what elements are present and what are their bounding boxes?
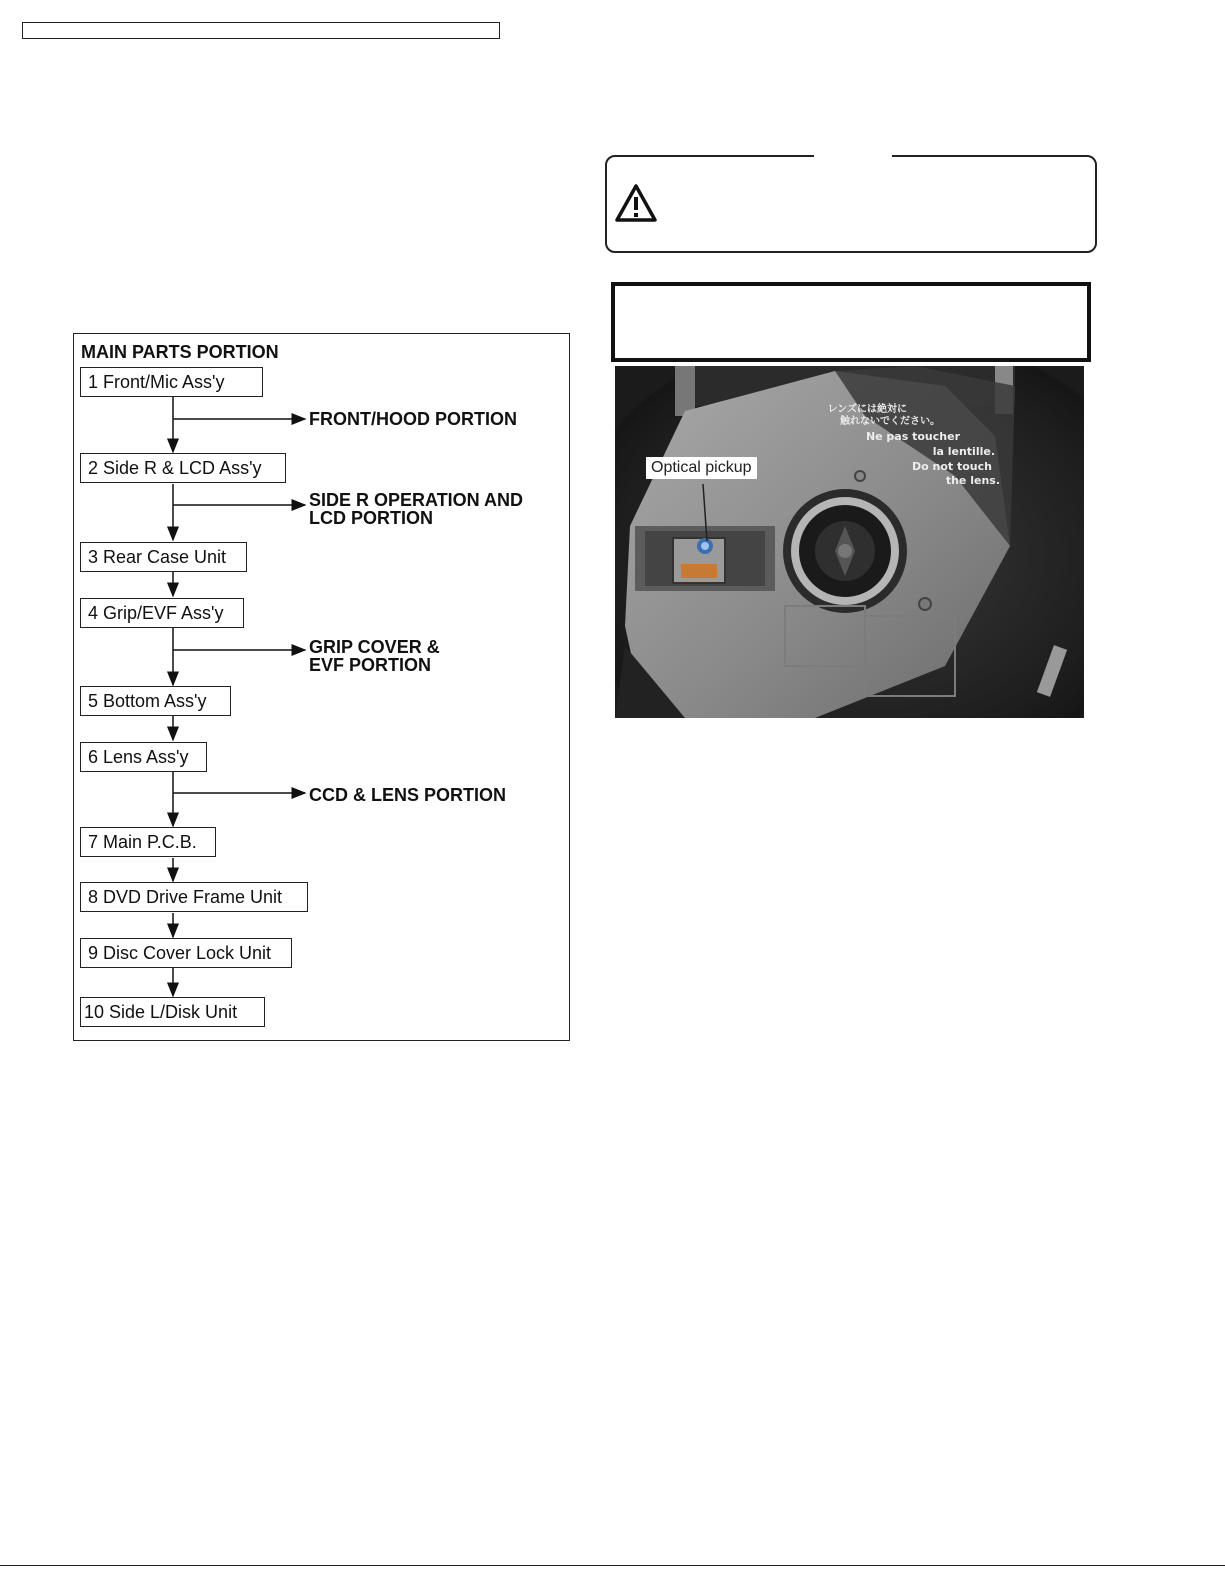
- lens-warning-en1: Do not touch: [912, 460, 992, 473]
- lens-warning-jp2: 触れないでください。: [840, 416, 940, 427]
- lens-warning-fr2: la lentille.: [932, 445, 995, 458]
- portion-side-r-lcd: SIDE R OPERATION AND LCD PORTION: [309, 490, 524, 528]
- step-side-l-disk: 10 Side L/Disk Unit: [80, 997, 265, 1027]
- footer-rule: [0, 1565, 1225, 1566]
- portion-front-hood: FRONT/HOOD PORTION: [309, 409, 517, 429]
- step-main-pcb: 7 Main P.C.B.: [80, 827, 216, 857]
- step-front-mic: 1 Front/Mic Ass'y: [80, 367, 263, 397]
- notice-box: [611, 282, 1091, 362]
- step-dvd-drive-frame: 8 DVD Drive Frame Unit: [80, 882, 308, 912]
- step-lens: 6 Lens Ass'y: [80, 742, 207, 772]
- step-bottom: 5 Bottom Ass'y: [80, 686, 231, 716]
- lens-warning-en2: the lens.: [945, 474, 1000, 487]
- step-disc-cover-lock: 9 Disc Cover Lock Unit: [80, 938, 292, 968]
- portion-grip-evf: GRIP COVER & EVF PORTION: [309, 637, 440, 675]
- warning-triangle-icon: [614, 183, 658, 223]
- caution-title-gap: [814, 150, 892, 160]
- step-grip-evf: 4 Grip/EVF Ass'y: [80, 598, 244, 628]
- lens-warning-fr1: Ne pas toucher: [865, 430, 960, 443]
- optical-pickup-callout: Optical pickup: [646, 457, 757, 479]
- portion-ccd-lens: CCD & LENS PORTION: [309, 785, 507, 805]
- flowchart-title: MAIN PARTS PORTION: [81, 342, 279, 362]
- dvd-drive-illustration: [615, 366, 1084, 718]
- step-side-r-lcd: 2 Side R & LCD Ass'y: [80, 453, 286, 483]
- caution-box: [605, 155, 1097, 253]
- lens-warning-jp1: レンズには絶対に: [827, 404, 907, 415]
- step-rear-case: 3 Rear Case Unit: [80, 542, 247, 572]
- dvd-drive-photo: [615, 366, 1084, 718]
